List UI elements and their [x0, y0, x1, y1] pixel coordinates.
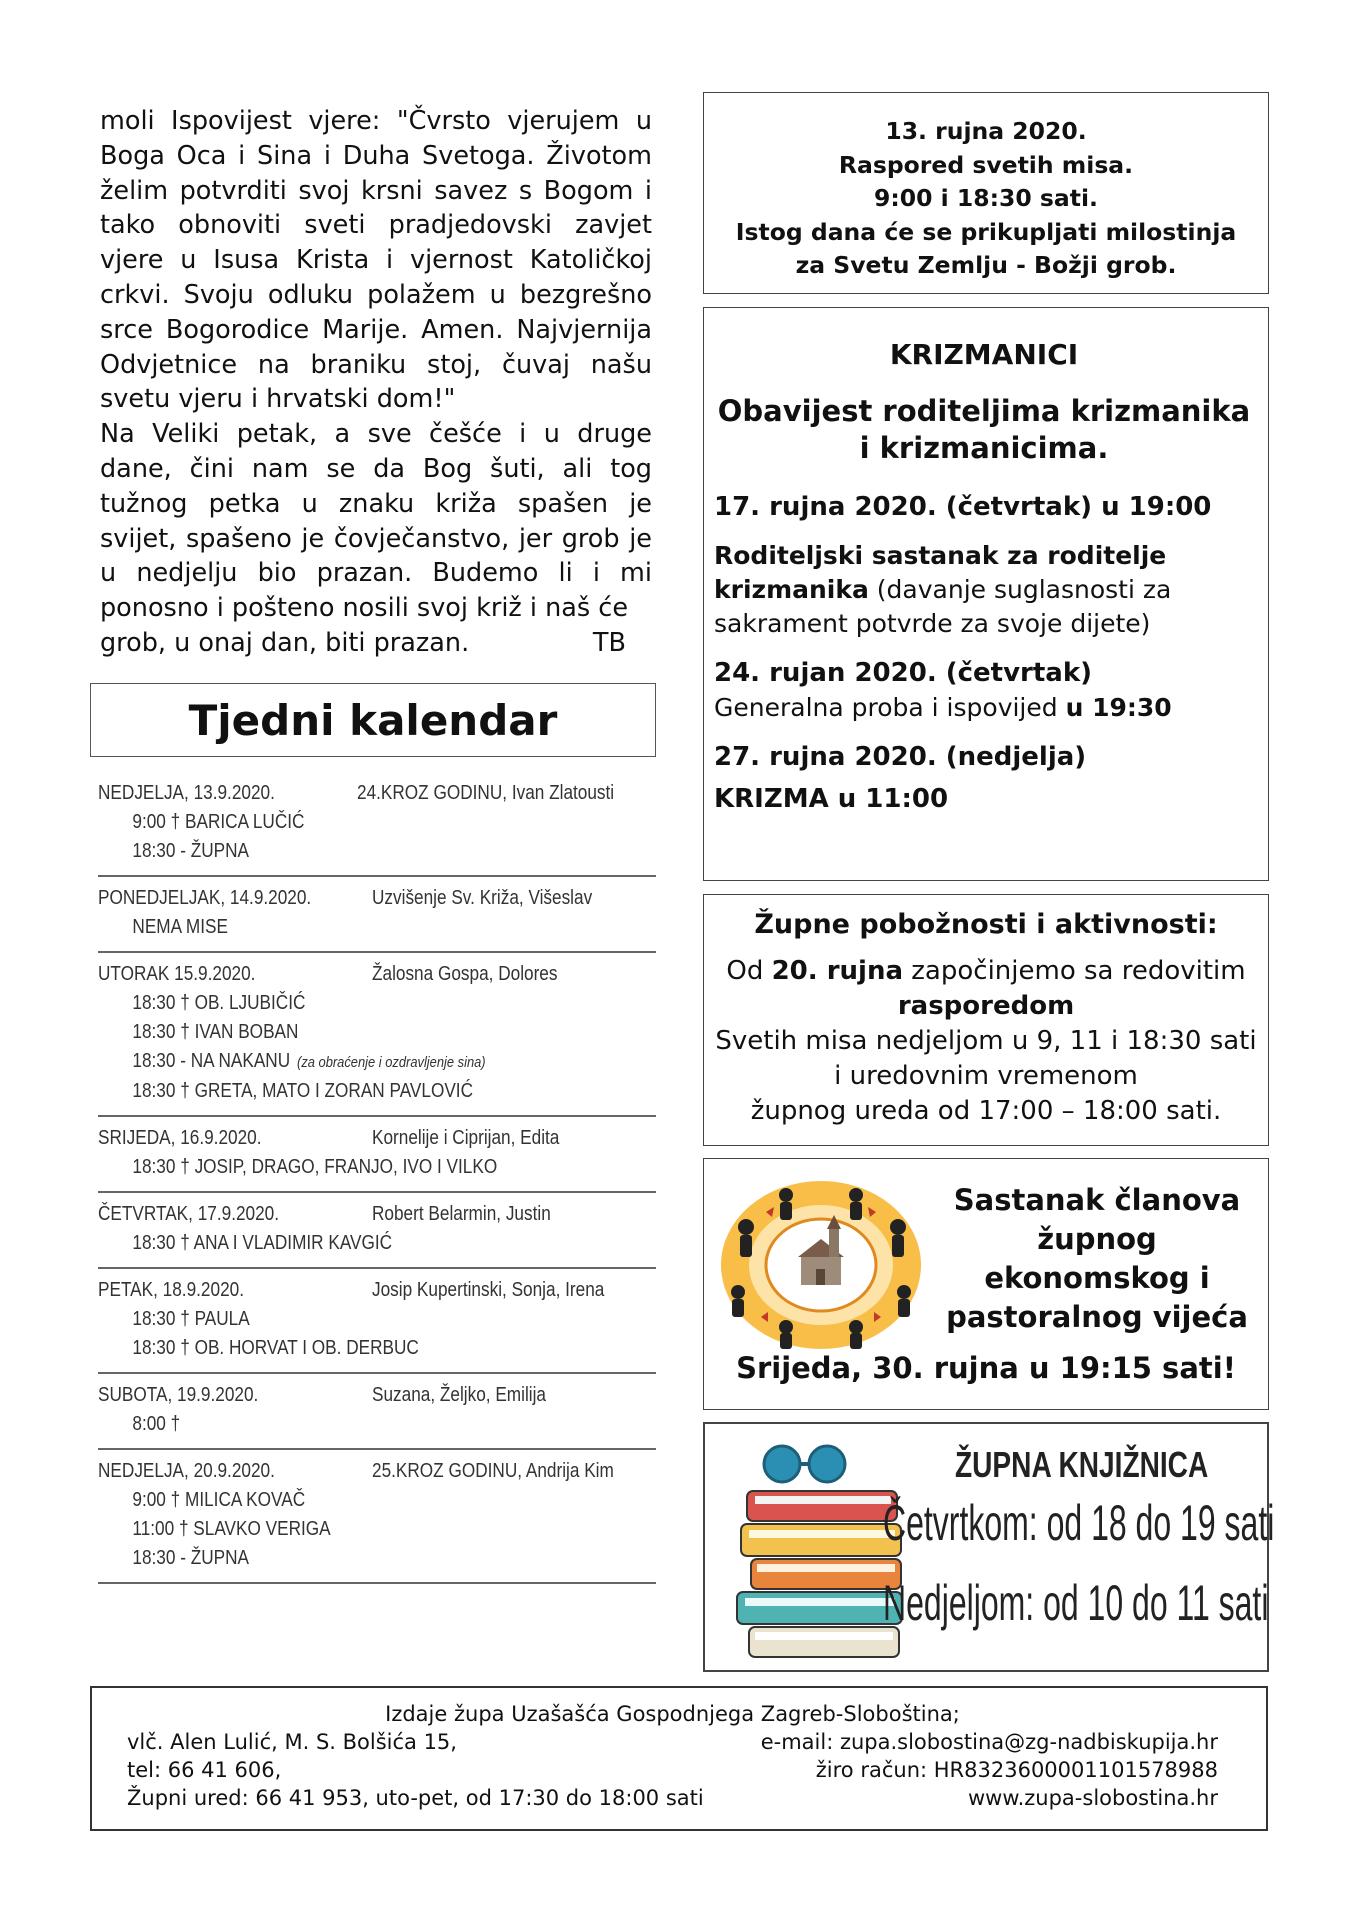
calendar-entry-header: [98, 1123, 656, 1153]
calendar-entry: [98, 953, 656, 1117]
mass-times: 9:00 i 18:30 sati.: [874, 184, 1098, 212]
calendar-entry-header: [98, 959, 656, 989]
calendar-day: NEDJELJA, 20.9.2020.: [98, 1460, 275, 1482]
weekly-calendar: [98, 772, 656, 1584]
calendar-day: UTORAK 15.9.2020.: [98, 963, 256, 985]
confirmation-date: 27. rujna 2020. (nedjelja): [714, 742, 1087, 772]
calendar-mass-text: 18:30 † ANA I VLADIMIR KAVGIĆ: [132, 1232, 393, 1254]
calendar-entry: [98, 877, 656, 953]
activities-line-1: [704, 954, 1268, 989]
confirmation-subtitle-line-1: Obavijest roditeljima krizmanika: [717, 394, 1251, 428]
calendar-mass-line: [98, 1515, 578, 1544]
mass-schedule-label: Raspored svetih misa.: [838, 150, 1134, 179]
calendar-mass-line: [98, 837, 578, 866]
mass-schedule-box: [703, 92, 1269, 294]
meeting-detail-1: (davanje suglasnosti za: [868, 575, 1172, 604]
calendar-entry-header: [98, 1380, 656, 1410]
meeting-description: [714, 539, 1254, 641]
intro-last-line: [100, 626, 652, 661]
calendar-mass-text: 11:00 † SLAVKO VERIGA: [132, 1518, 331, 1540]
activities-line-5: župnog ureda od 17:00 – 18:00 sati.: [750, 1096, 1222, 1126]
parish-council-logo-icon: [716, 1177, 926, 1352]
council-meeting-date: Srijeda, 30. rujna u 19:15 sati!: [736, 1351, 1236, 1385]
calendar-mass-line: [98, 1018, 578, 1047]
council-meeting-box: [703, 1158, 1269, 1410]
calendar-entry-header: [98, 1275, 656, 1305]
calendar-mass-text: 8:00 †: [132, 1413, 181, 1435]
calendar-mass-line: [98, 1544, 578, 1573]
calendar-saint: Josip Kupertinski, Sonja, Irena: [372, 1279, 605, 1301]
calendar-mass-line: [98, 1047, 578, 1077]
library-hours-thursday: Četvrtkom: od 18 do 19 sati: [883, 1495, 1275, 1551]
library-hours-sunday: Nedjeljom: od 10 do 11 sati: [883, 1575, 1269, 1631]
footer-website[interactable]: www.zupa-slobostina.hr: [968, 1786, 1218, 1810]
calendar-entry: [98, 772, 656, 877]
calendar-mass-text: 18:30 † OB. LJUBIČIĆ: [132, 992, 306, 1014]
calendar-saint: 24.KROZ GODINU, Ivan Zlatousti: [357, 782, 615, 804]
footer-phone: tel: 66 41 606,: [127, 1758, 282, 1782]
calendar-mass-line: [98, 1229, 578, 1258]
calendar-entry: [98, 1450, 656, 1584]
calendar-day: PETAK, 18.9.2020.: [98, 1279, 244, 1301]
collection-purpose: za Svetu Zemlju - Božji grob.: [795, 251, 1177, 279]
council-title-line-4: pastoralnog vijeća: [946, 1300, 1248, 1334]
council-meeting-title: [932, 1181, 1262, 1337]
calendar-entry-header: [98, 778, 656, 808]
collection-note: Istog dana će se prikupljati milostinja: [735, 217, 1237, 246]
calendar-mass-line: [98, 1305, 578, 1334]
calendar-saint: Robert Belarmin, Justin: [372, 1203, 551, 1225]
intro-closing: grob, u onaj dan, biti prazan.: [100, 627, 470, 658]
activities-line-1a: Od: [726, 956, 772, 986]
footer: [90, 1686, 1268, 1831]
activities-title: Župne pobožnosti i aktivnosti:: [754, 909, 1218, 940]
calendar-mass-line: [98, 1486, 578, 1515]
rehearsal-date: 24. rujan 2020. (četvrtak): [714, 658, 1093, 688]
calendar-day: SUBOTA, 19.9.2020.: [98, 1384, 259, 1406]
calendar-day: ČETVRTAK, 17.9.2020.: [98, 1203, 280, 1225]
calendar-entry: [98, 1374, 656, 1450]
calendar-mass-line: [98, 1153, 578, 1182]
rehearsal-label: Generalna proba i ispovijed: [714, 693, 1066, 722]
library-title: ŽUPNA KNJIŽNICA: [955, 1444, 1209, 1485]
calendar-mass-line: [98, 989, 578, 1018]
calendar-mass-line: [98, 1410, 578, 1439]
rehearsal-text: [714, 691, 1254, 725]
parish-library-box: [703, 1422, 1275, 1672]
calendar-saint: Uzvišenje Sv. Križa, Višeslav: [372, 887, 593, 909]
mass-date: 13. rujna 2020.: [885, 117, 1087, 145]
activities-line-1c: započinjemo sa redovitim: [903, 956, 1246, 986]
calendar-mass-text: 18:30 - ŽUPNA: [132, 840, 250, 862]
intro-paragraph-1: moli Ispovijest vjere: "Čvrsto vjerujem u Boga Oca i Sina i Duha Svetoga. Životom želim potvrditi svoj krsni savez s Bogom i tako obnoviti sveti pradjedovski zavjet vjere u Isusa Krista i vjernost Katoličkoj crkvi. Svoju odluku polažem u bezgrešno srce Bogorodice Marije. Amen. Najvjernija Odvjetnice na braniku stoj, čuvaj našu svetu vjeru i hrvatski dom!": [100, 106, 652, 415]
calendar-entry: [98, 1117, 656, 1193]
calendar-mass-line: [98, 913, 578, 942]
calendar-mass-text: 18:30 † GRETA, MATO I ZORAN PAVLOVIĆ: [132, 1080, 474, 1102]
activities-line-3: Svetih misa nedjeljom u 9, 11 i 18:30 sati: [715, 1026, 1257, 1056]
calendar-entry-header: [98, 1199, 656, 1229]
footer-publisher: Izdaje župa Uzašašća Gospodnjega Zagreb-Sloboština;: [385, 1702, 960, 1726]
intro-text: [100, 104, 652, 661]
confirmation-subtitle: [714, 393, 1254, 467]
calendar-entry-header: [98, 883, 656, 913]
activities-line-2: rasporedom: [897, 991, 1075, 1021]
meeting-title: Roditeljski sastanak za roditelje: [714, 541, 1167, 570]
calendar-day: SRIJEDA, 16.9.2020.: [98, 1127, 262, 1149]
calendar-saint: 25.KROZ GODINU, Andrija Kim: [372, 1460, 614, 1482]
calendar-mass-text: 9:00 † BARICA LUČIĆ: [132, 811, 305, 833]
calendar-mass-text: 18:30 † OB. HORVAT I OB. DERBUC: [132, 1337, 419, 1359]
footer-row-1: [127, 1728, 1218, 1756]
calendar-entry: [98, 1269, 656, 1374]
footer-address: vlč. Alen Lulić, M. S. Bolšića 15,: [127, 1730, 457, 1754]
meeting-title-2: krizmanika: [714, 575, 869, 604]
calendar-saint: Kornelije i Ciprijan, Edita: [372, 1127, 560, 1149]
intro-signature: TB: [592, 627, 626, 658]
calendar-day: NEDJELJA, 13.9.2020.: [98, 782, 275, 804]
footer-row-2: [127, 1756, 1218, 1784]
calendar-entry-header: [98, 1456, 656, 1486]
council-title-line-3: ekonomskog i: [984, 1261, 1210, 1295]
rehearsal-time: u 19:30: [1065, 693, 1172, 722]
footer-email[interactable]: e-mail: zupa.slobostina@zg-nadbiskupija.hr: [760, 1730, 1218, 1754]
calendar-day: PONEDJELJAK, 14.9.2020.: [98, 887, 312, 909]
confirmation-box: [703, 307, 1269, 881]
calendar-mass-text: 18:30 † IVAN BOBAN: [132, 1021, 299, 1043]
intro-paragraph-2: Na Veliki petak, a sve češće i u druge dane, čini nam se da Bog šuti, ali tog tužnog petka u znaku križa spašen je svijet, spašeno je čovječanstvo, jer grob je u nedjelju bio prazan. Budemo li i mi ponosno i pošteno nosili svoj križ i naš će: [100, 419, 652, 624]
calendar-saint: Žalosna Gospa, Dolores: [372, 963, 558, 985]
confirmation-time: KRIZMA u 11:00: [714, 784, 949, 814]
calendar-mass-note: (za obraćenje i ozdravljenje sina): [297, 1054, 486, 1071]
footer-row-3: [127, 1784, 1218, 1812]
calendar-title: Tjedni kalendar: [90, 683, 656, 757]
council-title-line-2: župnog: [1037, 1222, 1157, 1256]
parish-activities-box: [703, 894, 1269, 1146]
confirmation-subtitle-line-2: i krizmanicima.: [859, 431, 1109, 465]
council-title-line-1: Sastanak članova: [953, 1183, 1241, 1217]
calendar-mass-text: NEMA MISE: [132, 916, 228, 938]
activities-line-4: i uredovnim vremenom: [834, 1061, 1138, 1091]
calendar-saint: Suzana, Željko, Emilija: [372, 1384, 546, 1406]
calendar-entry: [98, 1193, 656, 1269]
calendar-mass-text: 18:30 - ŽUPNA: [132, 1547, 250, 1569]
calendar-mass-line: [98, 808, 578, 837]
calendar-mass-text: 18:30 † PAULA: [132, 1308, 250, 1330]
calendar-mass-line: [98, 1334, 578, 1363]
footer-office: Župni ured: 66 41 953, uto-pet, od 17:30 do 18:00 sati: [127, 1786, 704, 1810]
calendar-mass-text: 9:00 † MILICA KOVAČ: [132, 1489, 306, 1511]
confirmation-title: KRIZMANICI: [889, 338, 1079, 371]
meeting-date: 17. rujna 2020. (četvrtak) u 19:00: [714, 492, 1212, 522]
meeting-detail-2: sakrament potvrde za svoje dijete): [714, 609, 1151, 638]
calendar-mass-text: 18:30 † JOSIP, DRAGO, FRANJO, IVO I VILKO: [132, 1156, 498, 1178]
footer-account: žiro račun: HR8323600001101578988: [815, 1758, 1218, 1782]
calendar-mass-line: [98, 1077, 578, 1106]
activities-start-date: 20. rujna: [771, 956, 904, 986]
calendar-mass-text: 18:30 - NA NAKANU: [132, 1050, 291, 1072]
